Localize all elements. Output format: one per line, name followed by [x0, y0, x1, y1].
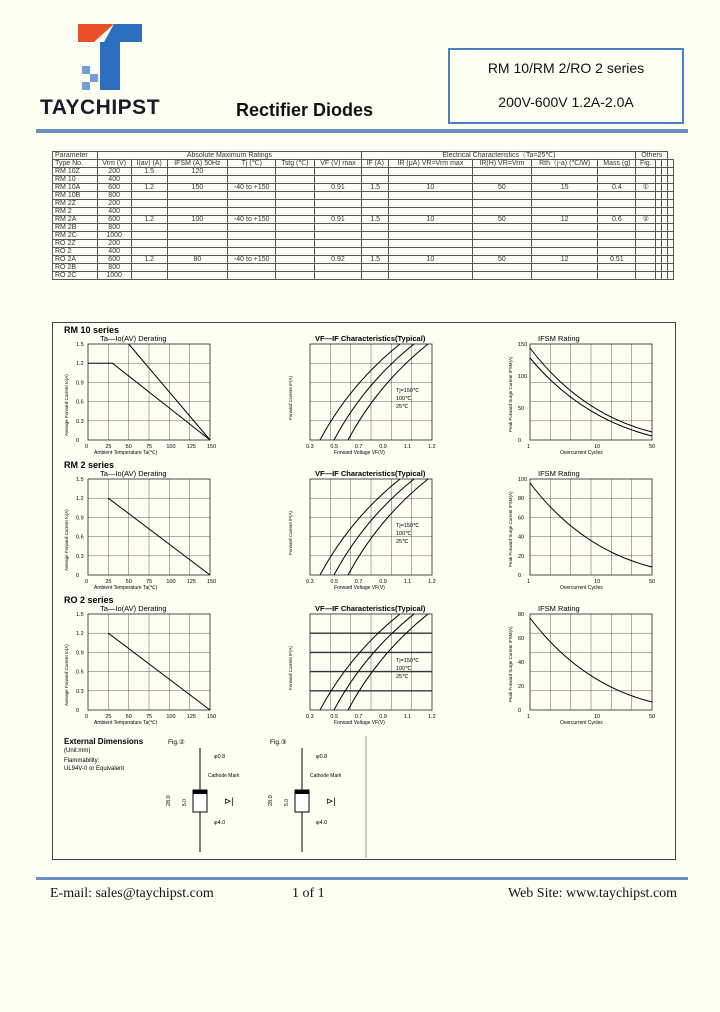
temp-label: Tj=150℃ [396, 658, 420, 664]
th-ifsm: IFSM (A) 50Hz [167, 160, 228, 168]
x-tick-label: 150 [207, 579, 217, 585]
x-tick-label: 125 [186, 714, 196, 720]
type-no-cell: RM 10Z [53, 168, 98, 176]
table-cell: 1.2 [131, 216, 167, 224]
flammability-value: UL94V-0 or Equivalent [64, 766, 125, 772]
x-tick-label: 1.2 [428, 579, 436, 585]
type-no-cell: RM 10 [53, 176, 98, 184]
y-axis-label: Peak Forward Surge Current IFSM(A) [508, 356, 513, 432]
x-tick-label: 50 [649, 714, 656, 720]
table-cell: 1000 [97, 232, 131, 240]
y-tick-label: 50 [518, 406, 525, 412]
x-tick-label: 0 [85, 714, 89, 720]
derating-title: Ta—Io(AV) Derating [100, 469, 167, 478]
x-tick-label: 0.7 [354, 579, 363, 585]
table-cell: 1.2 [131, 184, 167, 192]
y-tick-label: 0.9 [76, 380, 84, 387]
table-cell: 15 [532, 184, 598, 192]
temp-label: 25℃ [396, 404, 409, 410]
y-tick-label: 0 [76, 708, 80, 714]
vf-curve [320, 344, 400, 440]
x-tick-label: 150 [207, 444, 217, 450]
temp-label: 25℃ [396, 539, 409, 545]
type-no-cell: RO 2A [53, 256, 98, 264]
cathode-mark-label: Cathode Mark [310, 773, 342, 779]
y-tick-label: 0.3 [76, 553, 84, 560]
table-cell: 200 [97, 168, 131, 176]
y-axis-label: Average Forward Current Io(A) [64, 374, 69, 436]
vf-title: VF—IF Characteristics(Typical) [315, 469, 426, 478]
dim-lead-dia: φ0.8 [316, 754, 328, 760]
y-tick-label: 0 [518, 438, 522, 444]
section-title: RM 10 series [64, 325, 120, 335]
y-tick-label: 40 [518, 534, 525, 541]
temp-label: 100℃ [396, 531, 412, 537]
page-title: Rectifier Diodes [236, 100, 374, 120]
ifsm-title: IFSM Rating [538, 604, 580, 613]
y-tick-label: 60 [518, 515, 525, 522]
x-axis-label: Forward Voltage VF(V) [334, 450, 385, 456]
derating-title: Ta—Io(AV) Derating [100, 604, 167, 613]
th-abs-max: Absolute Maximum Ratings [97, 152, 362, 160]
section-title: RM 2 series [64, 460, 115, 470]
type-no-cell: RM 10B [53, 192, 98, 200]
table-cell: 0.91 [314, 184, 362, 192]
table-cell: 0.91 [314, 216, 362, 224]
x-tick-label: 100 [166, 714, 176, 720]
series-ratings: 200V-600V 1.2A-2.0A [498, 94, 634, 110]
table-cell: 400 [97, 248, 131, 256]
series-name: RM 10/RM 2/RO 2 series [487, 60, 645, 76]
table-cell: 400 [97, 208, 131, 216]
x-axis-label: Overcurrent Cycles [560, 720, 603, 726]
x-tick-label: 0 [85, 444, 89, 450]
table-cell: 12 [532, 216, 598, 224]
x-tick-label: 150 [207, 714, 217, 720]
dim-body-dia: φ4.0 [316, 820, 328, 826]
dim-length: 28.0 [166, 795, 172, 806]
table-cell: 10 [389, 256, 473, 264]
x-axis-label: Overcurrent Cycles [560, 450, 603, 456]
footer-email[interactable]: E-mail: sales@taychipst.com [50, 886, 214, 901]
table-cell: 100 [167, 216, 228, 224]
divider-bottom [36, 877, 688, 880]
x-tick-label: 75 [146, 444, 153, 450]
x-tick-label: 50 [125, 714, 132, 720]
table-cell: 1.2 [131, 256, 167, 264]
x-axis-label: Ambient Temperature Ta(℃) [94, 450, 158, 456]
table-cell: 600 [97, 216, 131, 224]
y-tick-label: 80 [518, 496, 525, 503]
x-tick-label: 1.1 [403, 579, 412, 585]
th-rth: Rth（j-a) (℃/W) [532, 160, 598, 168]
type-no-cell: RO 2C [53, 272, 98, 280]
y-tick-label: 1.5 [76, 612, 84, 618]
th-others: Others [636, 152, 668, 160]
x-tick-label: 100 [166, 444, 176, 450]
footer-page: 1 of 1 [292, 886, 325, 901]
type-no-cell: RO 2B [53, 264, 98, 272]
x-axis-label: Forward Voltage VF(V) [334, 720, 385, 726]
dim-body-dia: φ4.0 [214, 820, 226, 826]
temp-label: Tj=150℃ [396, 523, 420, 529]
vf-title: VF—IF Characteristics(Typical) [315, 604, 426, 613]
table-cell: 1.5 [362, 216, 389, 224]
y-tick-label: 100 [518, 477, 528, 483]
diode-symbol-icon: ⊳| [224, 796, 234, 806]
vf-curve [320, 479, 400, 575]
th-if: IF (A) [362, 160, 389, 168]
y-tick-label: 0.9 [76, 515, 84, 522]
y-tick-label: 100 [518, 374, 528, 380]
th-elec: Electrical Characteristics（Ta=25℃) [362, 152, 636, 160]
y-tick-label: 60 [518, 636, 525, 642]
x-tick-label: 25 [105, 444, 112, 450]
vf-curve [320, 614, 400, 710]
y-tick-label: 1.2 [76, 361, 84, 368]
x-tick-label: 50 [125, 444, 132, 450]
x-tick-label: 0.5 [330, 714, 339, 720]
x-tick-label: 1.2 [428, 444, 436, 450]
cathode-band [295, 790, 309, 794]
th-type-no: Type No. [53, 160, 98, 168]
table-cell: 800 [97, 224, 131, 232]
table-cell: ① [636, 184, 656, 192]
y-tick-label: 0 [76, 573, 80, 579]
th-fig: Fig. [636, 160, 656, 168]
th-vf: VF (V) max [314, 160, 362, 168]
x-tick-label: 0.7 [354, 714, 363, 720]
table-cell: 120 [167, 168, 228, 176]
x-axis-label: Ambient Temperature Ta(℃) [94, 585, 158, 591]
diode-symbol-icon: ⊳| [326, 796, 336, 806]
dimensions-unit: (Unit:mm) [64, 748, 91, 754]
y-axis-label: Forward Current IF(A) [288, 510, 293, 555]
table-cell: 0.51 [598, 256, 636, 264]
y-tick-label: 0.3 [76, 418, 84, 425]
dim-lead-dia: φ0.8 [214, 754, 226, 760]
y-tick-label: 1.5 [76, 477, 84, 483]
table-cell: 10 [389, 184, 473, 192]
th-vrm: Vrm (V) [97, 160, 131, 168]
th-ir2: IR(H) VR=Vrm [472, 160, 531, 168]
table-cell: 1000 [97, 272, 131, 280]
table-cell: 400 [97, 176, 131, 184]
y-tick-label: 0.9 [76, 650, 84, 657]
table-cell: 10 [389, 216, 473, 224]
y-tick-label: 0 [518, 573, 522, 579]
x-tick-label: 0.3 [306, 714, 314, 720]
y-tick-label: 0.6 [76, 534, 84, 541]
y-tick-label: 0 [518, 708, 522, 714]
x-tick-label: 10 [594, 579, 601, 585]
y-tick-label: 0.6 [76, 669, 84, 676]
y-tick-label: 20 [518, 684, 525, 690]
table-cell: 200 [97, 200, 131, 208]
x-tick-label: 25 [105, 714, 112, 720]
ifsm-title: IFSM Rating [538, 469, 580, 478]
th-parameter: Parameter [53, 152, 98, 160]
table-cell: 1.5 [362, 184, 389, 192]
temp-label: Tj=150℃ [396, 388, 420, 394]
cathode-band [193, 790, 207, 794]
x-tick-label: 0 [85, 579, 89, 585]
table-cell: 50 [472, 184, 531, 192]
table-cell: -40 to +150 [228, 216, 276, 224]
table-cell: 0.4 [598, 184, 636, 192]
th-mass: Mass (g) [598, 160, 636, 168]
derating-title: Ta—Io(AV) Derating [100, 334, 167, 343]
y-axis-label: Forward Current IF(A) [288, 375, 293, 420]
x-tick-label: 75 [146, 714, 153, 720]
ifsm-title: IFSM Rating [538, 334, 580, 343]
x-tick-label: 1 [527, 579, 531, 585]
x-axis-label: Ambient Temperature Ta(℃) [94, 720, 158, 726]
th-tj: Tj (℃) [228, 160, 276, 168]
y-axis-label: Peak Forward Surge Current IFSM(A) [508, 491, 513, 567]
y-tick-label: 40 [518, 660, 525, 666]
dim-body-length: 5.0 [182, 799, 188, 806]
type-no-cell: RM 2C [53, 232, 98, 240]
table-cell: ② [636, 216, 656, 224]
x-tick-label: 100 [166, 579, 176, 585]
type-no-cell: RM 2A [53, 216, 98, 224]
x-tick-label: 75 [146, 579, 153, 585]
section-title: RO 2 series [64, 595, 114, 605]
y-tick-label: 0.6 [76, 399, 84, 406]
table-cell: 600 [97, 256, 131, 264]
table-cell: 800 [97, 192, 131, 200]
vf-title: VF—IF Characteristics(Typical) [315, 334, 426, 343]
dim-length: 28.0 [268, 795, 274, 806]
x-tick-label: 50 [649, 444, 656, 450]
y-tick-label: 20 [518, 553, 525, 560]
table-cell: 200 [97, 240, 131, 248]
y-axis-label: Average Forward Current Io(A) [64, 644, 69, 706]
x-tick-label: 1.2 [428, 714, 436, 720]
table-cell: 1.5 [131, 168, 167, 176]
x-tick-label: 50 [649, 579, 656, 585]
temp-label: 25℃ [396, 674, 409, 680]
x-axis-label: Forward Voltage VF(V) [334, 585, 385, 591]
x-axis-label: Overcurrent Cycles [560, 585, 603, 591]
x-tick-label: 125 [186, 579, 196, 585]
y-axis-label: Peak Forward Surge Current IFSM(A) [508, 626, 513, 702]
x-tick-label: 0.9 [379, 579, 387, 585]
th-ir: IR (μA) VR=Vrm max [389, 160, 473, 168]
x-tick-label: 0.5 [330, 579, 339, 585]
x-tick-label: 0.7 [354, 444, 363, 450]
table-cell: 800 [97, 264, 131, 272]
y-tick-label: 1.2 [76, 631, 84, 638]
table-cell: 50 [472, 256, 531, 264]
y-tick-label: 0 [76, 438, 80, 444]
y-tick-label: 1.2 [76, 496, 84, 503]
x-tick-label: 25 [105, 579, 112, 585]
table-cell: 600 [97, 184, 131, 192]
table-cell: 0.6 [598, 216, 636, 224]
table-cell: 0.92 [314, 256, 362, 264]
fig-label: Fig.② [168, 739, 185, 746]
y-tick-label: 80 [518, 612, 525, 618]
x-tick-label: 50 [125, 579, 132, 585]
x-tick-label: 0.9 [379, 444, 387, 450]
cathode-mark-label: Cathode Mark [208, 773, 240, 779]
type-no-cell: RO 2 [53, 248, 98, 256]
type-no-cell: RO 2Z [53, 240, 98, 248]
x-tick-label: 0.3 [306, 444, 314, 450]
company-name: TAYCHIPST [40, 96, 161, 119]
x-tick-label: 1.1 [403, 444, 412, 450]
type-no-cell: RM 2Z [53, 200, 98, 208]
temp-label: 100℃ [396, 396, 412, 402]
x-tick-label: 125 [186, 444, 196, 450]
y-tick-label: 150 [518, 342, 528, 348]
x-tick-label: 0.3 [306, 579, 314, 585]
y-axis-label: Average Forward Current Io(A) [64, 509, 69, 571]
x-tick-label: 1 [527, 714, 531, 720]
table-cell: -40 to +150 [228, 184, 276, 192]
type-no-cell: RM 2B [53, 224, 98, 232]
table-cell: 50 [472, 216, 531, 224]
x-tick-label: 1 [527, 444, 531, 450]
y-tick-label: 0.3 [76, 688, 84, 695]
x-tick-label: 0.9 [379, 714, 387, 720]
th-tstg: Tstg (℃) [276, 160, 314, 168]
type-no-cell: RM 10A [53, 184, 98, 192]
th-io: I(av) (A) [131, 160, 167, 168]
x-tick-label: 1.1 [403, 714, 412, 720]
y-tick-label: 1.5 [76, 342, 84, 348]
y-axis-label: Forward Current IF(A) [288, 645, 293, 690]
table-cell: 150 [167, 184, 228, 192]
flammability-label: Flammability: [64, 758, 100, 764]
x-tick-label: 0.5 [330, 444, 339, 450]
x-tick-label: 10 [594, 444, 601, 450]
dim-body-length: 5.0 [284, 799, 290, 806]
dimensions-title: External Dimensions [64, 737, 144, 746]
x-tick-label: 10 [594, 714, 601, 720]
temp-label: 100℃ [396, 666, 412, 672]
footer-website[interactable]: Web Site: www.taychipst.com [508, 886, 678, 901]
table-cell: 1.5 [362, 256, 389, 264]
type-no-cell: RM 2 [53, 208, 98, 216]
table-cell: 80 [167, 256, 228, 264]
table-cell: -40 to +150 [228, 256, 276, 264]
table-cell: 12 [532, 256, 598, 264]
fig-label: Fig.③ [270, 739, 287, 746]
